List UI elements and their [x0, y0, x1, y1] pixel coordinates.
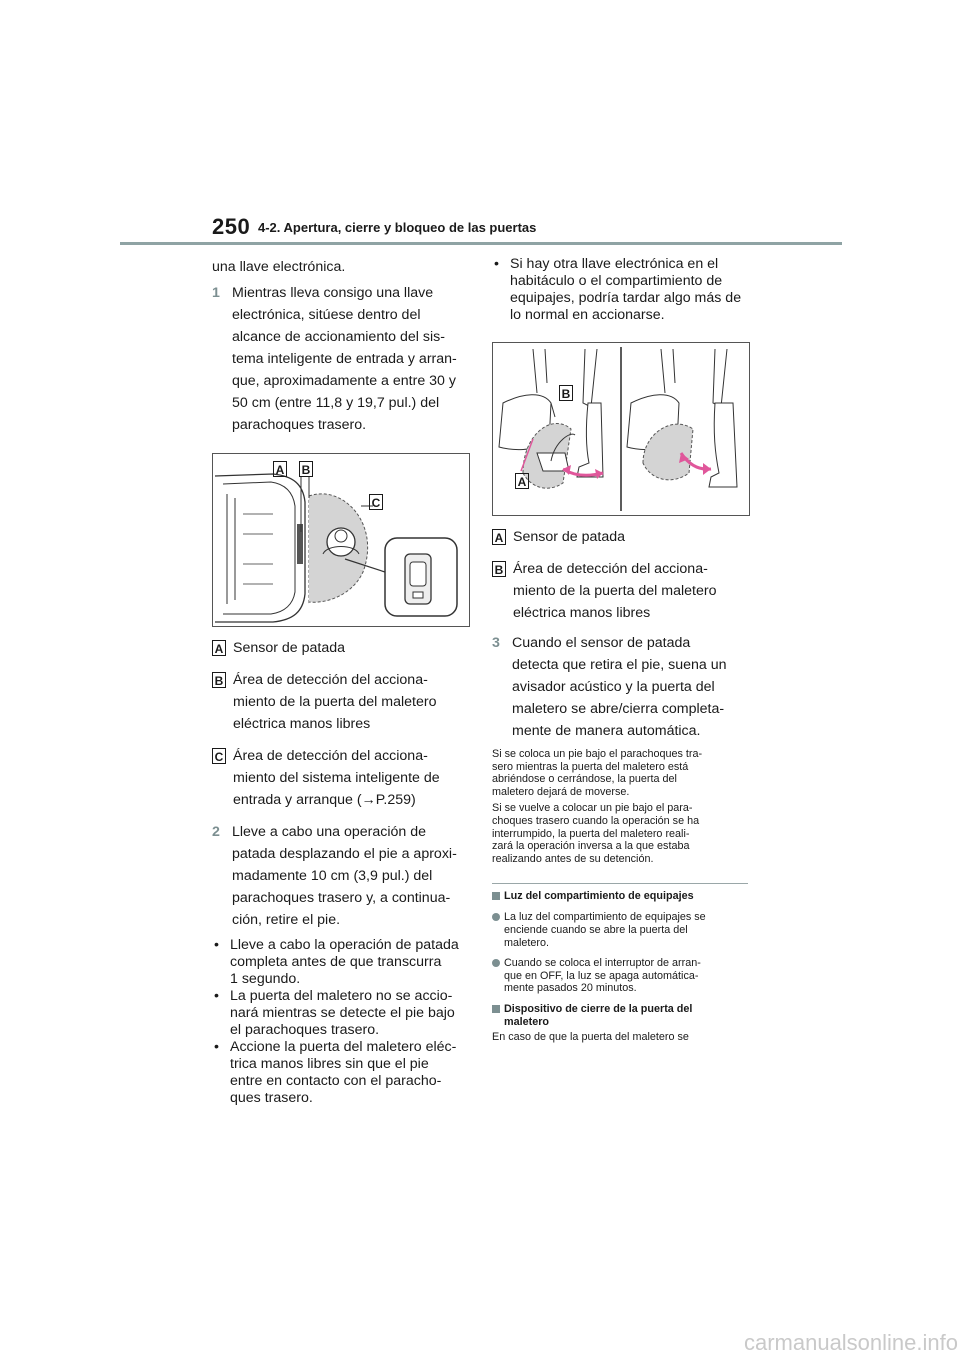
legend-badge: A: [212, 640, 226, 656]
bullet-line: equipajes, podría tardar algo más de: [510, 290, 742, 306]
intro-text: una llave electrónica.: [212, 259, 346, 275]
footer-watermark: carmanualsonline.info: [743, 1330, 958, 1355]
step-3: [492, 632, 748, 742]
bullet-item: [212, 1039, 468, 1107]
step1-line: Mientras lleva consigo una llave: [232, 285, 434, 301]
step-2: [212, 821, 468, 931]
bullet-line: trica manos libres sin que el pie: [230, 1056, 429, 1072]
car-rear-figure: [212, 453, 470, 627]
legend-line: Área de detección del acciona-: [233, 748, 428, 764]
note-line: sero mientras la puerta del maletero está: [492, 760, 689, 773]
step1-line: tema inteligente de entrada y arran-: [232, 351, 457, 367]
figure-label-a: A: [273, 461, 287, 477]
step1-line: que, aproximadamente a entre 30 y: [232, 373, 456, 389]
bullet-item: [212, 988, 468, 1039]
bullet-line: Si hay otra llave electrónica en el: [510, 256, 719, 272]
sub-item-line: mente pasados 20 minutos.: [504, 982, 637, 995]
note-line: choques trasero cuando la operación se ha: [492, 814, 700, 827]
bullet-line: nará mientras se detecte el pie bajo: [230, 1005, 455, 1021]
bullet-line: Lleve a cabo la operación de patada: [230, 937, 459, 953]
step2-line: patada desplazando el pie a aproxi-: [232, 846, 457, 862]
legend-line: Sensor de patada: [513, 529, 626, 545]
bullet-mark: •: [214, 937, 219, 953]
legend-item-b: [492, 558, 748, 624]
step3-line: avisador acústico y la puerta del: [512, 679, 715, 695]
step-number: 2: [212, 824, 220, 840]
sub-item-line: La luz del compartimiento de equipajes se: [504, 911, 706, 924]
legend-line: entrada y arranque (→P.259): [233, 792, 416, 808]
bullet-line: completa antes de que transcurra: [230, 954, 442, 970]
square-bullet-icon: [492, 892, 500, 900]
section-rule: [492, 883, 748, 884]
square-bullet-icon: [492, 1005, 500, 1013]
bullet-item: [492, 256, 748, 324]
sub-item: [492, 911, 748, 949]
legend-badge: B: [492, 561, 506, 577]
subhead-text: Luz del compartimiento de equipajes: [504, 890, 694, 903]
car-rear-illustration: [213, 454, 469, 626]
step1-line: parachoques trasero.: [232, 417, 367, 433]
section-title: 4-2. Apertura, cierre y bloqueo de las puertas: [258, 220, 537, 235]
circle-bullet-icon: [492, 959, 500, 967]
legend-line: eléctrica manos libres: [513, 605, 651, 621]
note-line: maletero dejará de moverse.: [492, 785, 630, 798]
sub-item-line: enciende cuando se abre la puerta del: [504, 923, 688, 936]
bullet-line: entre en contacto con el paracho-: [230, 1073, 442, 1089]
step1-line: alcance de accionamiento del sis-: [232, 329, 445, 345]
kick-sensor-illustration: [493, 343, 749, 515]
subhead-luggage-light: [492, 890, 748, 903]
step-1: [212, 282, 468, 436]
note-line: interrumpido, la puerta del maletero reali-: [492, 827, 690, 840]
bullet-item: [212, 937, 468, 988]
step3-line: detecta que retira el pie, suena un: [512, 657, 727, 673]
figure-label-b: B: [299, 461, 313, 477]
sub-item-line: maletero.: [504, 936, 550, 949]
step3-line: mente de manera automática.: [512, 723, 701, 739]
legend-line: miento del sistema inteligente de: [233, 770, 440, 786]
legend-badge: C: [212, 748, 226, 764]
bullet-line: habitáculo o el compartimiento de: [510, 273, 723, 289]
header-rule: [120, 242, 842, 245]
bullet-line: ques trasero.: [230, 1090, 313, 1106]
note-line: zará la operación inversa a la que estaba: [492, 840, 690, 853]
kick-sensor-figure: [492, 342, 750, 516]
step2-line: madamente 10 cm (3,9 pul.) del: [232, 868, 433, 884]
legend-line: miento de la puerta del maletero: [513, 583, 717, 599]
note-line: abriéndose o cerrándose, la puerta del: [492, 773, 677, 786]
note-2: [492, 802, 748, 865]
step3-line: maletero se abre/cierra completa-: [512, 701, 725, 717]
note-1: [492, 748, 748, 798]
legend-badge: B: [212, 672, 226, 688]
step3-line: Cuando el sensor de patada: [512, 635, 691, 651]
subhead-trunk-lock: [492, 1003, 748, 1029]
circle-bullet-icon: [492, 913, 500, 921]
figure-label-c: C: [369, 494, 383, 510]
step1-line: electrónica, sitúese dentro del: [232, 307, 421, 323]
figure-label-b: B: [559, 385, 573, 401]
bullet-line: lo normal en accionarse.: [510, 307, 665, 323]
legend-line: miento de la puerta del maletero: [233, 694, 437, 710]
legend-badge: A: [492, 529, 506, 545]
step2-line: Lleve a cabo una operación de: [232, 824, 427, 840]
step-number: 1: [212, 285, 220, 301]
legend-line: Sensor de patada: [233, 640, 346, 656]
page-number: 250: [212, 214, 251, 239]
bullet-line: La puerta del maletero no se accio-: [230, 988, 453, 1004]
legend-item-c: [212, 745, 468, 811]
bullet-mark: •: [494, 256, 499, 272]
step-number: 3: [492, 635, 500, 651]
subhead-text: Dispositivo de cierre de la puerta del: [504, 1002, 693, 1015]
bullet-mark: •: [214, 1039, 219, 1055]
closing-text: En caso de que la puerta del maletero se: [492, 1030, 689, 1043]
sub-item-line: Cuando se coloca el interruptor de arran-: [504, 957, 701, 970]
left-column: [212, 256, 468, 1107]
note-line: realizando antes de su detención.: [492, 852, 654, 865]
legend-item-b: [212, 669, 468, 735]
sub-item: [492, 957, 748, 995]
figure-label-a: A: [515, 473, 529, 489]
bullet-line: Accione la puerta del maletero eléc-: [230, 1039, 457, 1055]
bullet-line: 1 segundo.: [230, 971, 301, 987]
note-line: Si se coloca un pie bajo el parachoques tra-: [492, 748, 703, 760]
legend-line: Área de detección del acciona-: [513, 561, 708, 577]
step2-line: parachoques trasero y, a continua-: [232, 890, 451, 906]
legend-item-a: [212, 637, 468, 659]
note-line: Si se vuelve a colocar un pie bajo el para-: [492, 802, 693, 815]
legend-line: eléctrica manos libres: [233, 716, 371, 732]
bullet-mark: •: [214, 988, 219, 1004]
legend-line: Área de detección del acciona-: [233, 672, 428, 688]
right-column: [492, 256, 748, 1044]
sub-item-line: que en OFF, la luz se apaga automática-: [504, 969, 699, 982]
legend-item-a: [492, 526, 748, 548]
step2-line: ción, retire el pie.: [232, 912, 341, 928]
step1-line: 50 cm (entre 11,8 y 19,7 pul.) del: [232, 395, 440, 411]
bullet-line: el parachoques trasero.: [230, 1022, 380, 1038]
subhead-text: maletero: [504, 1015, 550, 1028]
